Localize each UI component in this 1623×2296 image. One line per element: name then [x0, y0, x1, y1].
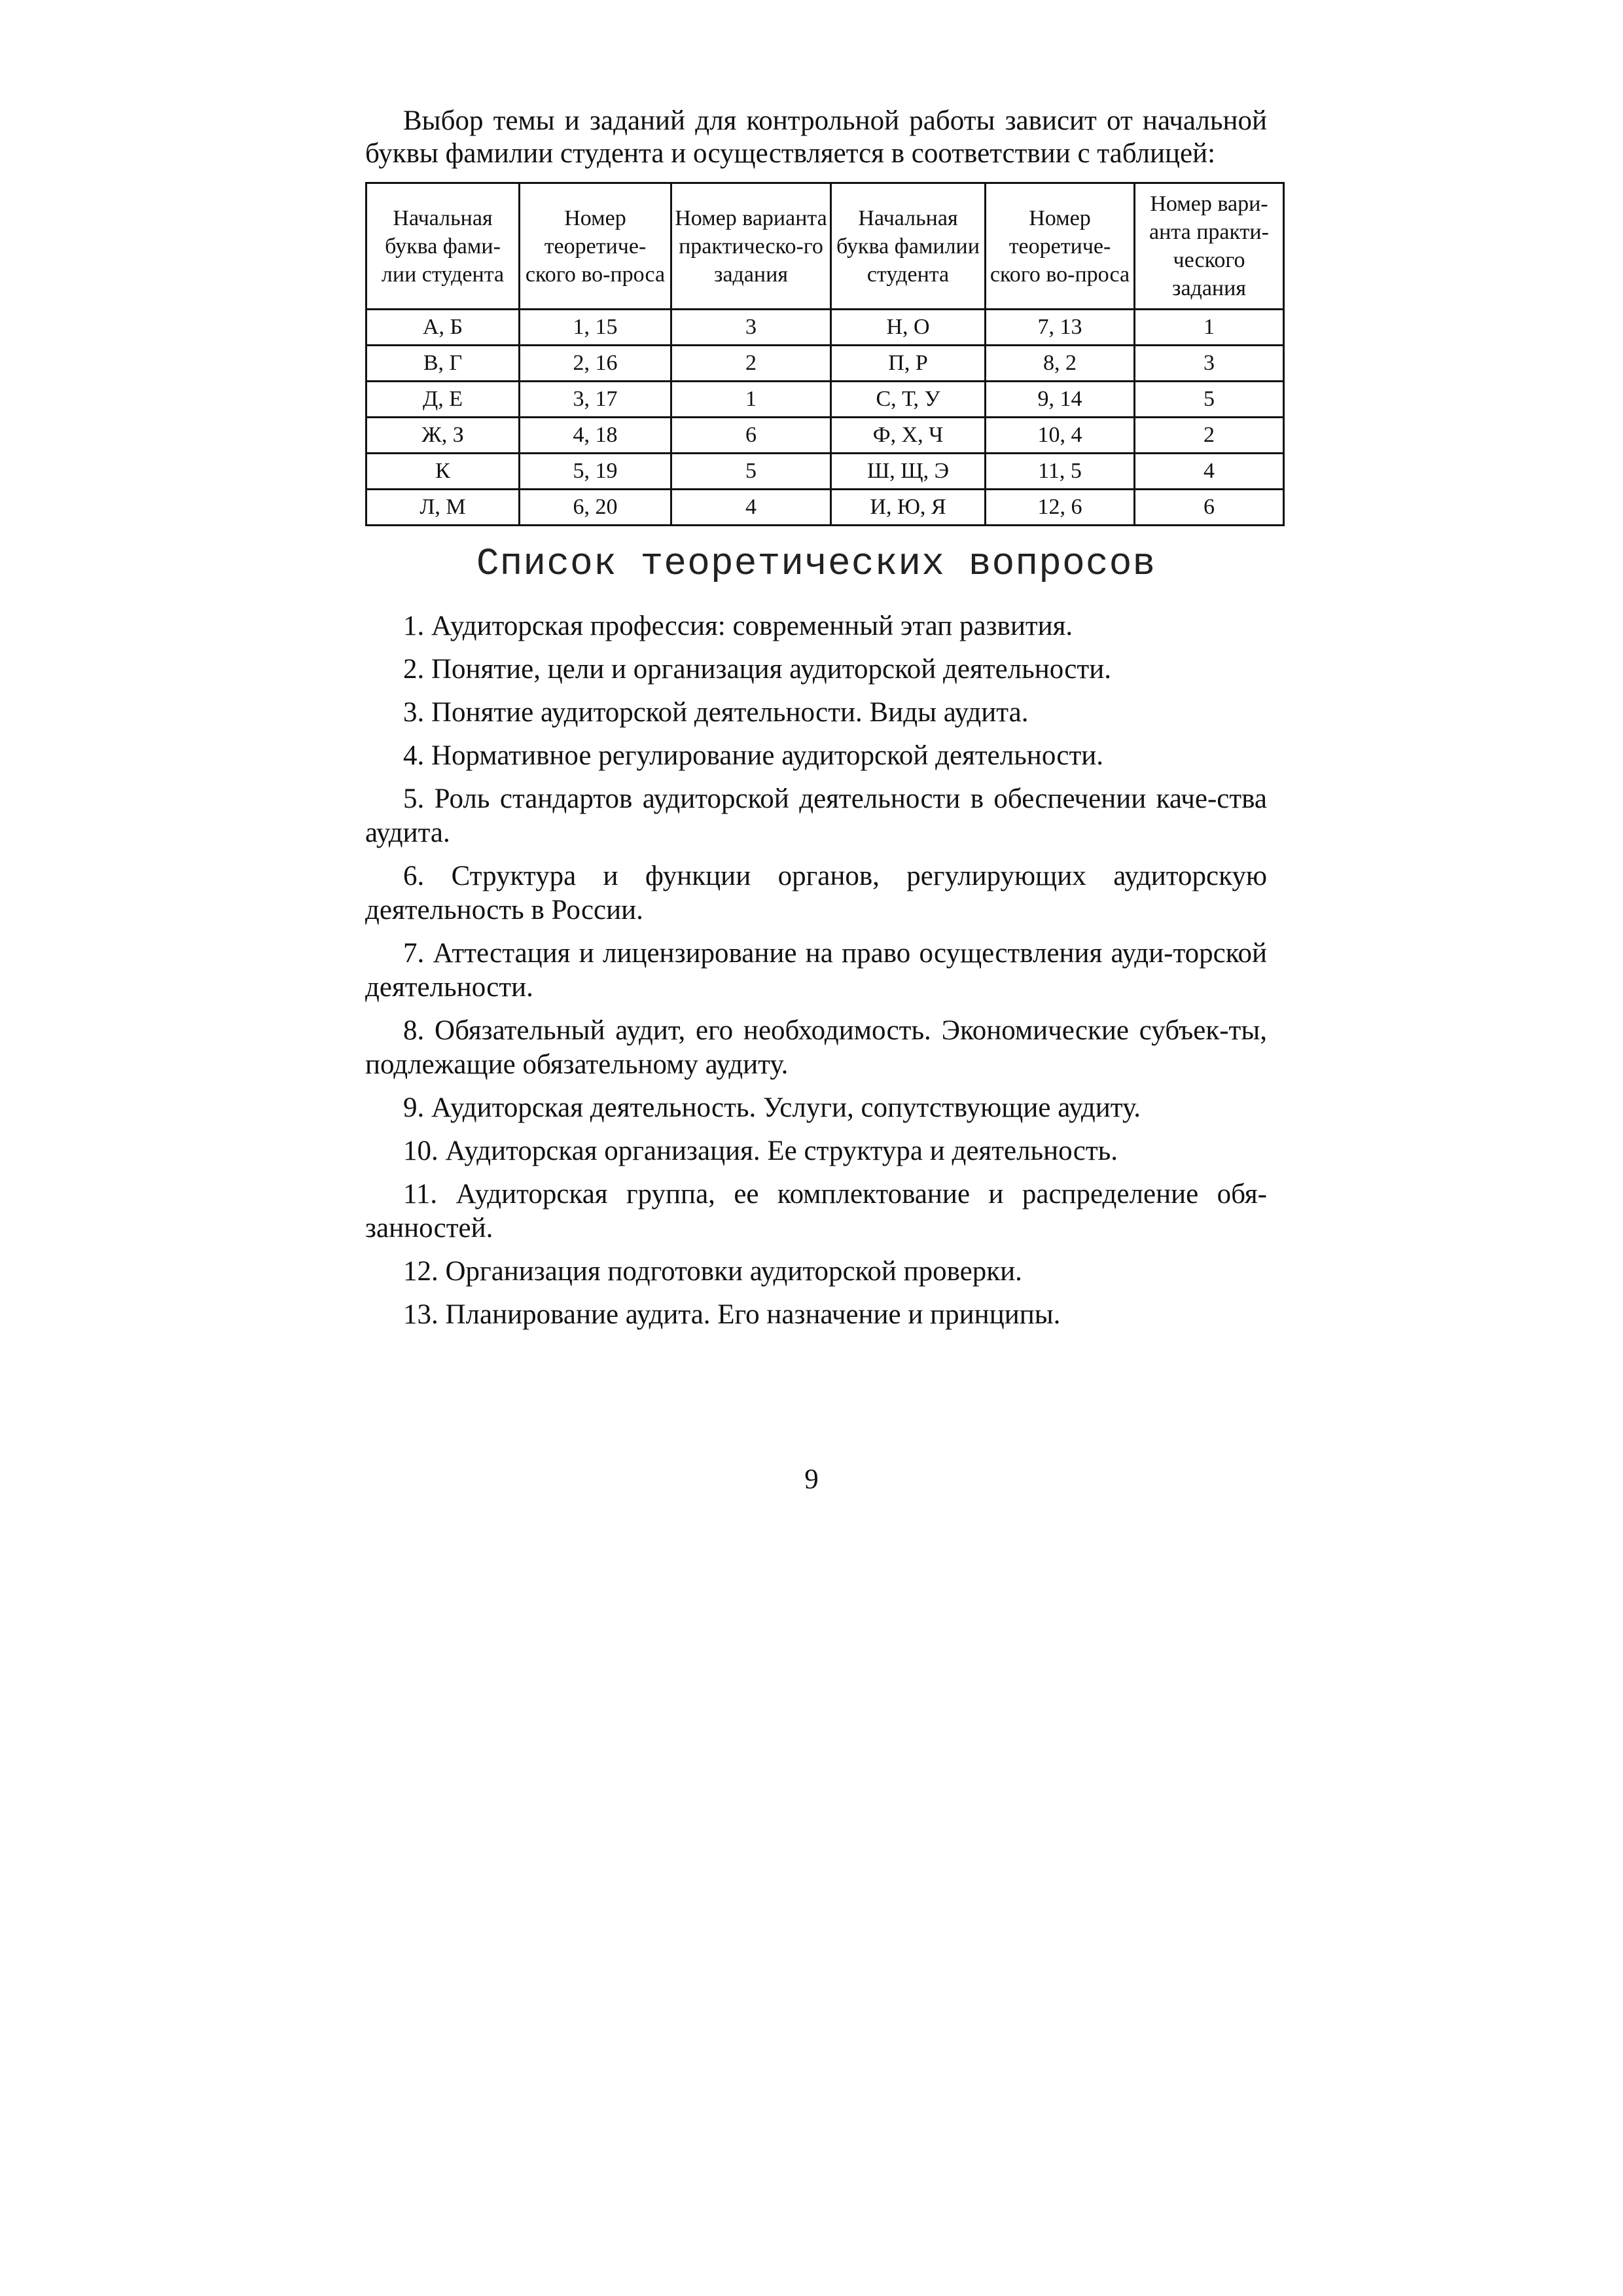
table-cell: 9, 14 [986, 382, 1135, 418]
page-content [365, 105, 1267, 1341]
table-row [366, 454, 1284, 490]
section-title: Список теоретических вопросов [476, 543, 1156, 586]
list-item: 5. Роль стандартов аудиторской деятельности в обеспечении каче-ства аудита. [365, 783, 1267, 848]
table-cell: 12, 6 [986, 490, 1135, 526]
header-practice-2: Номер вари-анта практи-ческого задания [1135, 183, 1284, 310]
list-item: 12. Организация подготовки аудиторской проверки. [403, 1256, 1022, 1287]
table-cell: 1 [671, 382, 831, 418]
table-cell: С, Т, У [831, 382, 986, 418]
table-cell: 2 [671, 346, 831, 382]
table-cell: 11, 5 [986, 454, 1135, 490]
list-item: 3. Понятие аудиторской деятельности. Виды аудита. [403, 697, 1029, 728]
table-cell: 4, 18 [520, 418, 671, 454]
list-item: 10. Аудиторская организация. Ее структура и деятельность. [403, 1136, 1118, 1166]
page-number: 9 [804, 1464, 819, 1495]
table-cell: 3, 17 [520, 382, 671, 418]
list-item: 9. Аудиторская деятельность. Услуги, сопутствующие аудиту. [403, 1092, 1141, 1123]
table-cell: 4 [1135, 454, 1284, 490]
table-cell: Н, О [831, 310, 986, 346]
table-cell: П, Р [831, 346, 986, 382]
table-cell: Ш, Щ, Э [831, 454, 986, 490]
list-item: 7. Аттестация и лицензирование на право осуществления ауди-торской деятельности. [365, 938, 1267, 1003]
table-cell: 5 [1135, 382, 1284, 418]
list-item: 6. Структура и функции органов, регулирующих аудиторскую деятельность в России. [365, 861, 1267, 925]
table-cell: Ж, З [366, 418, 520, 454]
intro-paragraph: Выбор темы и заданий для контрольной работы зависит от начальной буквы фамилии студента и осуществляется в соответствии с таблицей: [365, 105, 1267, 169]
list-item: 2. Понятие, цели и организация аудиторской деятельности. [403, 654, 1111, 685]
variant-table [365, 182, 1285, 526]
list-item: 1. Аудиторская профессия: современный этап развития. [403, 611, 1073, 641]
table-cell: Д, Е [366, 382, 520, 418]
table-cell: 5 [671, 454, 831, 490]
table-row [366, 490, 1284, 526]
table-cell: Ф, Х, Ч [831, 418, 986, 454]
table-header-row [366, 183, 1284, 310]
table-cell: 1, 15 [520, 310, 671, 346]
table-cell: 3 [671, 310, 831, 346]
table-cell: 10, 4 [986, 418, 1135, 454]
table-row [366, 346, 1284, 382]
list-item: 13. Планирование аудита. Его назначение и принципы. [403, 1299, 1061, 1330]
table-cell: К [366, 454, 520, 490]
table-row [366, 418, 1284, 454]
table-cell: Л, М [366, 490, 520, 526]
header-theory-2: Номер теоретиче-ского во-проса [986, 183, 1135, 310]
table-cell: 6 [1135, 490, 1284, 526]
table-cell: 3 [1135, 346, 1284, 382]
list-item: 11. Аудиторская группа, ее комплектование и распределение обя-занностей. [365, 1179, 1267, 1244]
header-letter-1: Начальная буква фами-лии студента [366, 183, 520, 310]
table-row [366, 310, 1284, 346]
table-cell: И, Ю, Я [831, 490, 986, 526]
table-cell: 6 [671, 418, 831, 454]
table-cell: 1 [1135, 310, 1284, 346]
header-letter-2: Начальная буква фамилии студента [831, 183, 986, 310]
table-cell: 2 [1135, 418, 1284, 454]
table-cell: 5, 19 [520, 454, 671, 490]
table-row [366, 382, 1284, 418]
table-cell: А, Б [366, 310, 520, 346]
list-item: 4. Нормативное регулирование аудиторской деятельности. [403, 740, 1104, 771]
table-cell: 2, 16 [520, 346, 671, 382]
list-item: 8. Обязательный аудит, его необходимость. Экономические субъек-ты, подлежащие обязательному аудиту. [365, 1015, 1267, 1080]
table-cell: 4 [671, 490, 831, 526]
header-practice-1: Номер варианта практическо-го задания [671, 183, 831, 310]
question-list [365, 609, 1267, 1332]
table-cell: 8, 2 [986, 346, 1135, 382]
table-cell: В, Г [366, 346, 520, 382]
table-cell: 6, 20 [520, 490, 671, 526]
header-theory-1: Номер теоретиче-ского во-проса [520, 183, 671, 310]
table-cell: 7, 13 [986, 310, 1135, 346]
